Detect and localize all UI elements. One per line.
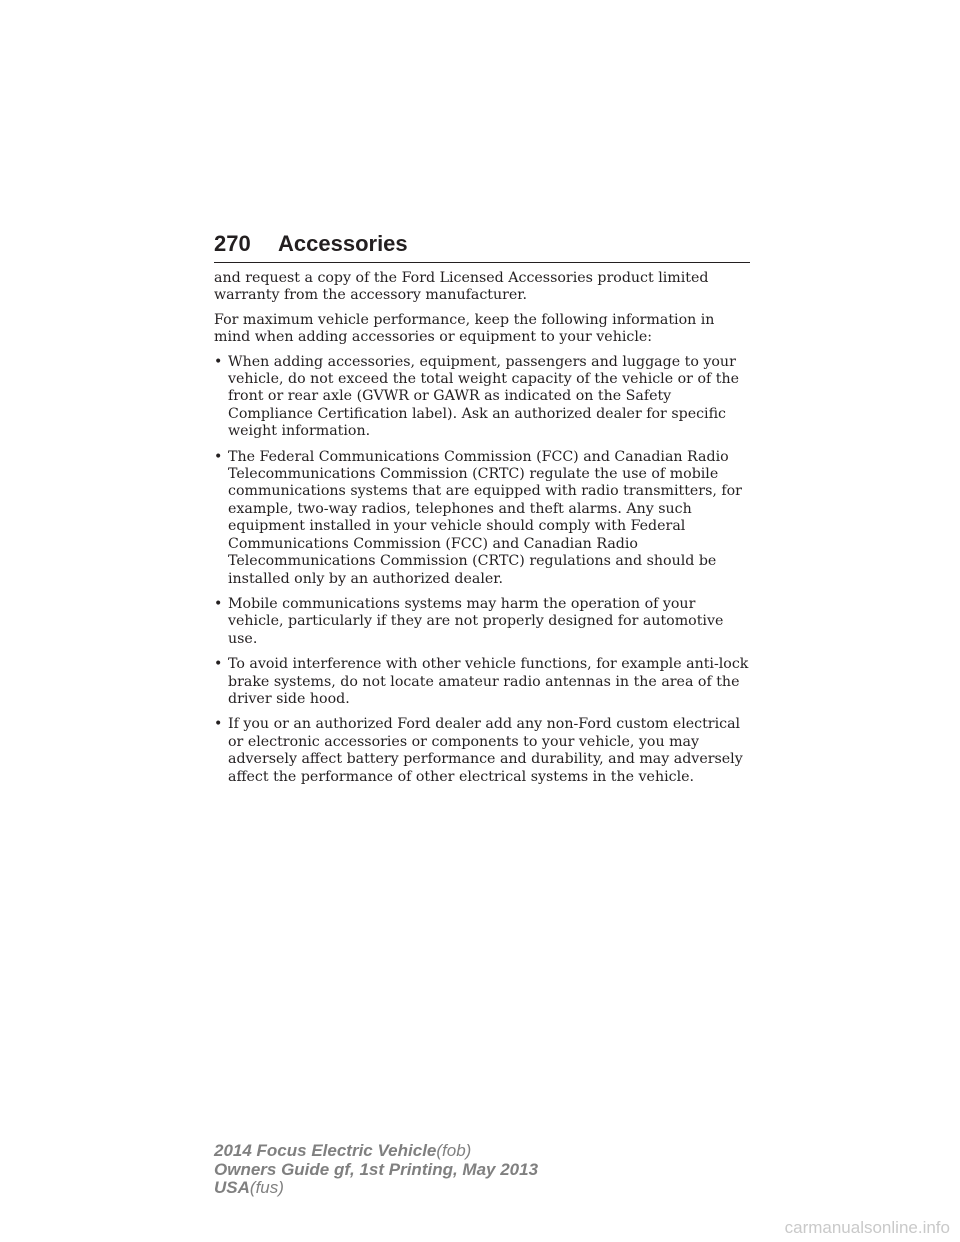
bullet-icon: • [214, 448, 223, 465]
footer-line-vehicle [214, 1142, 538, 1161]
footer-vehicle-code: (fob) [436, 1141, 472, 1160]
bullet-item-fcc-crtc [214, 449, 750, 588]
page-number: 270 [214, 231, 251, 256]
bullet-icon: • [214, 595, 223, 612]
bullet-icon: • [214, 353, 223, 370]
bullet-item-weight-capacity [214, 354, 750, 441]
footer-line-market [214, 1179, 538, 1198]
bullet-text: Mobile communications systems may harm the operation of your vehicle, particularly if they are not properly designed for automotive use. [228, 595, 724, 647]
document-footer [214, 1142, 538, 1198]
bullet-item-interference [214, 656, 750, 708]
intro-paragraph-2: For maximum vehicle performance, keep the following information in mind when adding accessories or equipment to your vehicle: [214, 311, 715, 346]
watermark-link[interactable]: carmanualsonline.info [784, 1218, 950, 1237]
bullet-text: To avoid interference with other vehicle functions, for example anti-lock brake systems, do not locate amateur radio antennas in the area of the driver side hood. [228, 656, 749, 707]
footer-market-code: (fus) [249, 1178, 284, 1197]
page-content [214, 270, 750, 794]
bullet-list [214, 354, 750, 786]
bullet-icon: • [214, 716, 223, 733]
footer-market: USA [214, 1178, 250, 1197]
bullet-icon: • [214, 656, 223, 673]
bullet-item-non-ford-accessories [214, 716, 750, 786]
footer-line-printing [214, 1161, 538, 1180]
section-title: Accessories [278, 231, 408, 256]
intro-paragraph-1: and request a copy of the Ford Licensed Accessories product limited warranty from the accessory manufacturer. [214, 270, 709, 304]
bullet-text: When adding accessories, equipment, passengers and luggage to your vehicle, do not exceed the total weight capacity of the vehicle or of the front or rear axle (GVWR or GAWR as indicated on the Safety Compliance Certification label). Ask an authorized dealer for specific weight information. [228, 353, 739, 440]
bullet-text: The Federal Communications Commission (FCC) and Canadian Radio Telecommunications Commission (CRTC) regulate the use of mobile communications systems that are equipped with radio transmitters, for example, two-way radios, telephones and theft alarms. Any such equipment installed in your vehicle should comply with Federal Communications Commission (FCC) and Canadian Radio Telecommunications Commission (CRTC) regulations and should be installed only by an authorized dealer. [228, 448, 742, 587]
page-header [214, 230, 750, 263]
bullet-item-mobile-communications [214, 596, 750, 648]
footer-vehicle-name: 2014 Focus Electric Vehicle [214, 1141, 437, 1160]
bullet-text: If you or an authorized Ford dealer add any non-Ford custom electrical or electronic accessories or components to your vehicle, you may adversely affect battery performance and durability, and may adversely affect the performance of other electrical systems in the vehicle. [228, 716, 743, 785]
footer-printing-info: Owners Guide gf, 1st Printing, May 2013 [214, 1159, 539, 1179]
